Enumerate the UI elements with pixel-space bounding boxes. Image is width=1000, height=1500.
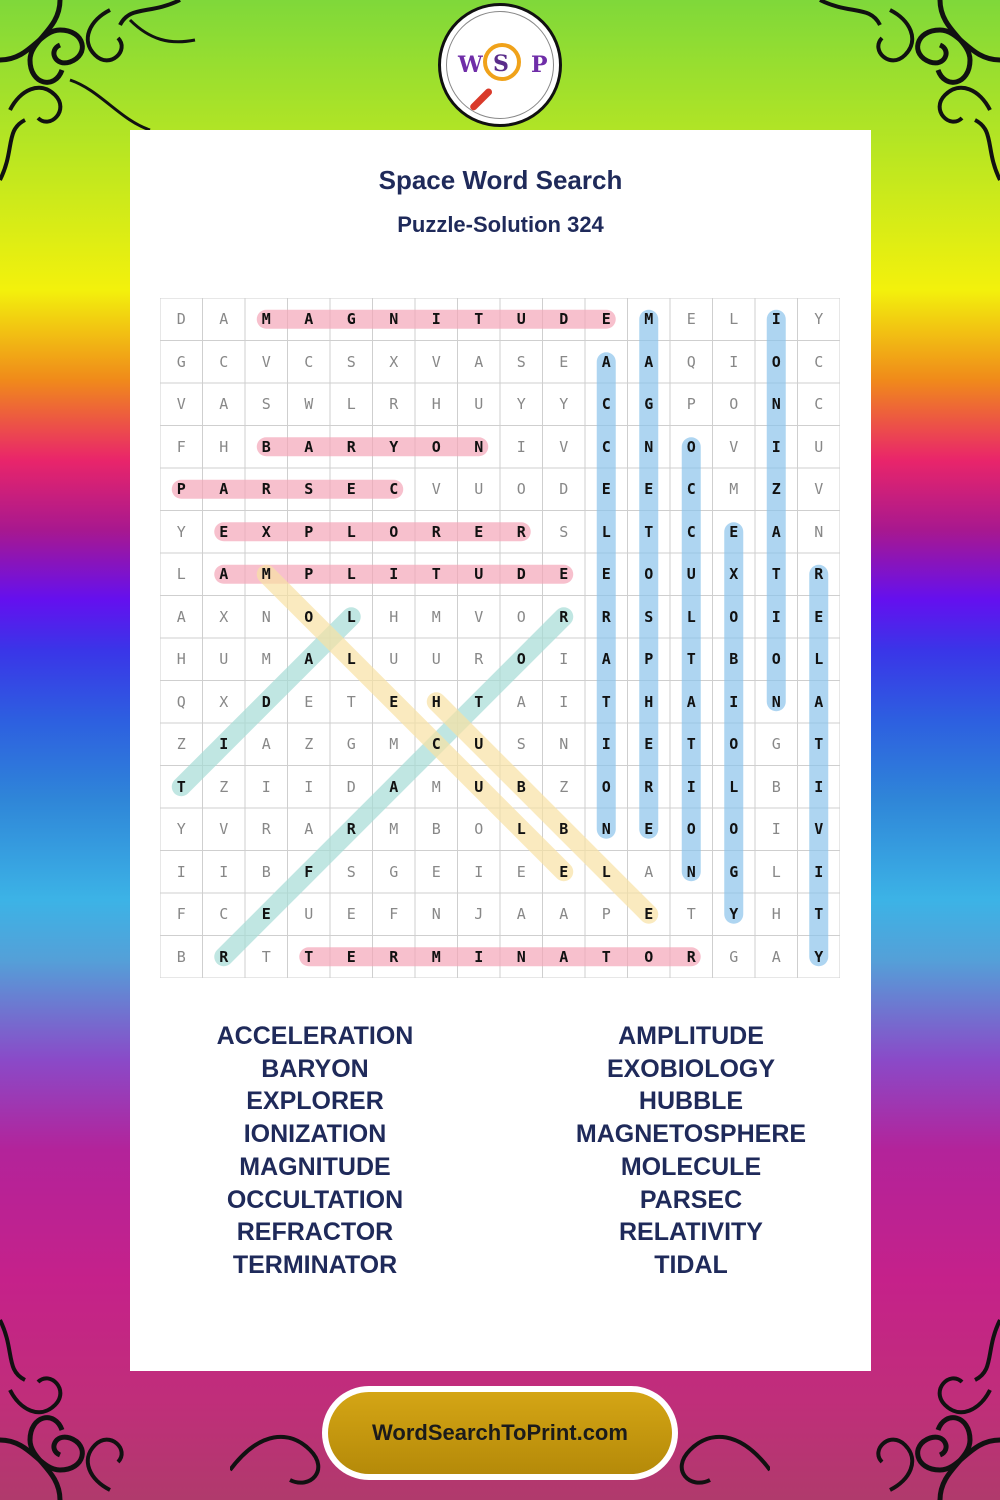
grid-cell[interactable]: G	[389, 862, 399, 881]
grid-cell[interactable]: R	[644, 777, 654, 796]
grid-cell[interactable]: R	[346, 820, 356, 839]
grid-cell[interactable]: C	[814, 352, 824, 371]
grid-cell[interactable]: Z	[559, 777, 569, 796]
grid-cell[interactable]: A	[516, 905, 526, 924]
grid-cell[interactable]: I	[559, 650, 569, 669]
grid-cell[interactable]: R	[474, 650, 484, 669]
grid-cell[interactable]: Q	[176, 692, 186, 711]
grid-cell[interactable]: A	[686, 692, 696, 711]
grid-cell[interactable]: I	[389, 565, 399, 584]
grid-cell[interactable]: I	[601, 735, 611, 754]
logo-letter-s: S	[493, 51, 509, 77]
grid-cell[interactable]: U	[474, 777, 484, 796]
grid-cell[interactable]: H	[771, 905, 781, 924]
word-list-item: HUBBLE	[638, 1087, 744, 1116]
grid-cell[interactable]: T	[304, 947, 314, 966]
grid-cell[interactable]: O	[601, 777, 611, 796]
grid-cell[interactable]: Y	[559, 395, 569, 414]
grid-cell[interactable]: T	[686, 650, 696, 669]
grid-cell[interactable]: N	[601, 820, 611, 839]
grid-cell[interactable]: O	[686, 820, 696, 839]
grid-cell[interactable]: R	[686, 947, 696, 966]
grid-cell[interactable]: I	[814, 862, 824, 881]
grid-cell[interactable]: U	[814, 437, 824, 456]
grid-cell[interactable]: D	[516, 565, 526, 584]
grid-cell[interactable]: A	[601, 650, 611, 669]
grid-cell[interactable]: X	[261, 522, 271, 541]
grid-cell[interactable]: A	[219, 395, 229, 414]
grid-cell[interactable]: L	[516, 820, 526, 839]
grid-cell[interactable]: G	[771, 735, 781, 754]
grid-cell[interactable]: Y	[176, 522, 186, 541]
grid-cell[interactable]: B	[261, 862, 271, 881]
grid-cell[interactable]: H	[644, 692, 654, 711]
grid-cell[interactable]: I	[771, 437, 781, 456]
grid-cell[interactable]: A	[304, 310, 314, 329]
grid-cell[interactable]: U	[304, 905, 314, 924]
word-list-item: ACCELERATION	[216, 1022, 414, 1050]
grid-cell[interactable]: E	[644, 820, 654, 839]
puzzle-panel	[130, 130, 871, 1371]
grid-cell[interactable]: L	[686, 607, 696, 626]
grid-cell[interactable]: Y	[176, 820, 186, 839]
grid-cell[interactable]: E	[559, 565, 569, 584]
grid-cell[interactable]: V	[559, 437, 569, 456]
grid-cell[interactable]: T	[474, 310, 484, 329]
grid-cell[interactable]: E	[261, 905, 271, 924]
grid-cell[interactable]: A	[474, 352, 484, 371]
grid-cell[interactable]: L	[346, 522, 356, 541]
grid-cell[interactable]: G	[176, 352, 186, 371]
grid-cell[interactable]: E	[219, 522, 229, 541]
grid-cell[interactable]: C	[686, 480, 696, 499]
grid-cell[interactable]: B	[261, 437, 271, 456]
grid-cell[interactable]: G	[729, 862, 739, 881]
word-list-item: EXOBIOLOGY	[606, 1054, 776, 1083]
grid-cell[interactable]: T	[771, 565, 781, 584]
grid-cell[interactable]: P	[601, 905, 611, 924]
grid-cell[interactable]: E	[431, 862, 441, 881]
grid-cell[interactable]: L	[601, 522, 611, 541]
grid-cell[interactable]: F	[304, 862, 314, 881]
grid-cell[interactable]: I	[219, 735, 229, 754]
grid-cell[interactable]: E	[346, 947, 356, 966]
grid-cell[interactable]: O	[686, 437, 696, 456]
grid-cell[interactable]: T	[814, 905, 824, 924]
grid-cell[interactable]: L	[346, 565, 356, 584]
grid-cell[interactable]: C	[601, 437, 611, 456]
grid-cell[interactable]: S	[304, 480, 314, 499]
word-list-item: MAGNITUDE	[239, 1152, 391, 1181]
word-list-left	[130, 1020, 500, 1282]
grid-cell[interactable]: C	[219, 352, 229, 371]
word-list-item: MOLECULE	[620, 1152, 762, 1181]
grid-cell[interactable]: D	[346, 777, 356, 796]
grid-cell[interactable]: X	[389, 352, 399, 371]
grid-cell[interactable]: F	[389, 905, 399, 924]
grid-cell[interactable]: A	[304, 437, 314, 456]
grid-cell[interactable]: S	[346, 352, 356, 371]
grid-cell[interactable]: F	[176, 437, 186, 456]
grid-cell[interactable]: V	[474, 607, 484, 626]
grid-cell[interactable]: R	[559, 607, 569, 626]
grid-cell[interactable]: O	[304, 607, 314, 626]
grid-cell[interactable]: Y	[389, 437, 399, 456]
word-list-item: TIDAL	[654, 1250, 728, 1279]
grid-cell[interactable]: A	[601, 352, 611, 371]
puzzle-title: Space Word Search	[378, 165, 623, 195]
word-list-item: EXPLORER	[246, 1087, 384, 1116]
grid-cell[interactable]: C	[304, 352, 314, 371]
grid-cell[interactable]: U	[686, 565, 696, 584]
grid-cell[interactable]: D	[176, 310, 186, 329]
grid-cell[interactable]: M	[261, 310, 271, 329]
grid-cell[interactable]: Q	[686, 352, 696, 371]
grid-cell[interactable]: E	[601, 480, 611, 499]
grid-cell[interactable]: N	[686, 862, 696, 881]
grid-cell[interactable]: D	[559, 310, 569, 329]
grid-cell[interactable]: G	[729, 947, 739, 966]
grid-cell[interactable]: I	[729, 692, 739, 711]
grid-cell[interactable]: O	[729, 820, 739, 839]
grid-cell[interactable]: O	[431, 437, 441, 456]
grid-cell[interactable]: P	[176, 480, 186, 499]
grid-cell[interactable]: A	[304, 650, 314, 669]
grid-cell[interactable]: I	[474, 862, 484, 881]
grid-cell[interactable]: Z	[771, 480, 781, 499]
grid-cell[interactable]: S	[346, 862, 356, 881]
grid-cell[interactable]: E	[559, 862, 569, 881]
grid-cell[interactable]: E	[304, 692, 314, 711]
grid-cell[interactable]: A	[304, 820, 314, 839]
grid-cell[interactable]: P	[686, 395, 696, 414]
grid-cell[interactable]: N	[644, 437, 654, 456]
word-list-item: OCCULTATION	[226, 1185, 404, 1214]
grid-cell[interactable]: O	[771, 650, 781, 669]
grid-cell[interactable]: R	[261, 480, 271, 499]
grid-cell[interactable]: H	[176, 650, 186, 669]
site-link[interactable]: WordSearchToPrint.com	[328, 1392, 672, 1474]
grid-cell[interactable]: I	[219, 862, 229, 881]
grid-cell[interactable]: B	[516, 777, 526, 796]
grid-cell[interactable]: U	[516, 310, 526, 329]
grid-cell[interactable]: J	[474, 905, 484, 924]
grid-cell[interactable]: V	[814, 820, 824, 839]
grid-cell[interactable]: T	[686, 905, 696, 924]
grid-cell[interactable]: E	[601, 565, 611, 584]
grid-cell[interactable]: P	[304, 565, 314, 584]
grid-cell[interactable]: V	[219, 820, 229, 839]
grid-cell[interactable]: U	[474, 735, 484, 754]
grid-cell[interactable]: L	[729, 310, 739, 329]
grid-cell[interactable]: T	[261, 947, 271, 966]
grid-cell[interactable]: V	[431, 480, 441, 499]
grid-cell[interactable]: E	[644, 480, 654, 499]
grid-cell[interactable]: T	[644, 522, 654, 541]
grid-cell[interactable]: P	[644, 650, 654, 669]
grid-cell[interactable]: A	[644, 352, 654, 371]
grid-cell[interactable]: A	[771, 947, 781, 966]
grid-cell[interactable]: L	[771, 862, 781, 881]
grid-cell[interactable]: N	[516, 947, 526, 966]
grid-cell[interactable]: I	[729, 352, 739, 371]
grid-cell[interactable]: E	[644, 735, 654, 754]
grid-cell[interactable]: U	[431, 650, 441, 669]
word-list-item: AMPLITUDE	[618, 1022, 764, 1050]
grid-cell[interactable]: Y	[814, 947, 824, 966]
grid-cell[interactable]: E	[516, 862, 526, 881]
grid-cell[interactable]: W	[304, 395, 314, 414]
grid-cell[interactable]: E	[559, 352, 569, 371]
grid-cell[interactable]: Y	[814, 310, 824, 329]
grid-cell[interactable]: A	[814, 692, 824, 711]
grid-cell[interactable]: X	[729, 565, 739, 584]
grid-cell[interactable]: N	[261, 607, 271, 626]
grid-cell[interactable]: M	[431, 947, 441, 966]
grid-cell[interactable]: I	[304, 777, 314, 796]
grid-cell[interactable]: O	[644, 947, 654, 966]
grid-cell[interactable]: R	[814, 565, 824, 584]
grid-cell[interactable]: T	[601, 947, 611, 966]
grid-cell[interactable]: C	[601, 395, 611, 414]
word-list-item: MAGNETOSPHERE	[575, 1120, 807, 1149]
grid-cell[interactable]: U	[219, 650, 229, 669]
grid-cell[interactable]: A	[771, 522, 781, 541]
grid-cell[interactable]: M	[389, 735, 399, 754]
grid-cell[interactable]: E	[686, 310, 696, 329]
word-search-grid	[160, 298, 840, 978]
word-list-item: IONIZATION	[243, 1120, 387, 1149]
grid-cell[interactable]: A	[261, 735, 271, 754]
grid-cell[interactable]: O	[729, 735, 739, 754]
grid-cell[interactable]: E	[729, 522, 739, 541]
grid-cell[interactable]: V	[431, 352, 441, 371]
logo-letter-w: W	[458, 52, 483, 78]
word-list-item: RELATIVITY	[619, 1218, 763, 1247]
grid-cell[interactable]: N	[389, 310, 399, 329]
grid-cell[interactable]: L	[814, 650, 824, 669]
grid-cell[interactable]: M	[261, 650, 271, 669]
grid-cell[interactable]: S	[261, 395, 271, 414]
grid-cell[interactable]: R	[389, 395, 399, 414]
grid-cell[interactable]: L	[176, 565, 186, 584]
grid-cell[interactable]: B	[559, 820, 569, 839]
grid-cell[interactable]: E	[346, 905, 356, 924]
grid-cell[interactable]: A	[389, 777, 399, 796]
grid-cell[interactable]: O	[729, 395, 739, 414]
grid-cell[interactable]: N	[431, 905, 441, 924]
grid-cell[interactable]: I	[771, 607, 781, 626]
grid-cell[interactable]: D	[261, 692, 271, 711]
grid-cell[interactable]: G	[644, 395, 654, 414]
grid-cell[interactable]: T	[601, 692, 611, 711]
word-list-item: PARSEC	[639, 1185, 743, 1214]
grid-cell[interactable]: V	[176, 395, 186, 414]
grid-cell[interactable]: Y	[729, 905, 739, 924]
grid-cell[interactable]: R	[601, 607, 611, 626]
grid-cell[interactable]: L	[729, 777, 739, 796]
grid-cell[interactable]: I	[474, 947, 484, 966]
grid-cell[interactable]: R	[346, 437, 356, 456]
grid-cell[interactable]: R	[516, 522, 526, 541]
grid-cell[interactable]: M	[431, 777, 441, 796]
grid-cell[interactable]: M	[644, 310, 654, 329]
grid-cell[interactable]: R	[261, 820, 271, 839]
grid-cell[interactable]: V	[261, 352, 271, 371]
grid-cell[interactable]: S	[516, 352, 526, 371]
grid-cell[interactable]: N	[771, 395, 781, 414]
grid-cell[interactable]: N	[559, 735, 569, 754]
grid-cell[interactable]: A	[644, 862, 654, 881]
grid-cell[interactable]: V	[729, 437, 739, 456]
grid-cell[interactable]: D	[559, 480, 569, 499]
grid-cell[interactable]: O	[516, 650, 526, 669]
grid-cell[interactable]: L	[346, 395, 356, 414]
grid-cell[interactable]: A	[219, 565, 229, 584]
grid-cell[interactable]: B	[176, 947, 186, 966]
grid-cell[interactable]: O	[389, 522, 399, 541]
grid-cell[interactable]: N	[474, 437, 484, 456]
grid-cell[interactable]: B	[729, 650, 739, 669]
grid-cell[interactable]: M	[261, 565, 271, 584]
grid-cell[interactable]: E	[601, 310, 611, 329]
grid-cell[interactable]: I	[261, 777, 271, 796]
grid-cell[interactable]: X	[219, 692, 229, 711]
grid-cell[interactable]: C	[389, 480, 399, 499]
grid-cell[interactable]: E	[814, 607, 824, 626]
grid-cell[interactable]: T	[474, 692, 484, 711]
grid-cell[interactable]: M	[729, 480, 739, 499]
grid-cell[interactable]: H	[431, 692, 441, 711]
grid-cell[interactable]: A	[559, 947, 569, 966]
word-list-right	[506, 1020, 876, 1282]
grid-cell[interactable]: A	[516, 692, 526, 711]
grid-cell[interactable]: O	[771, 352, 781, 371]
grid-cell[interactable]: I	[431, 310, 441, 329]
grid-cell[interactable]: U	[474, 395, 484, 414]
grid-cell[interactable]: S	[559, 522, 569, 541]
grid-cell[interactable]: A	[176, 607, 186, 626]
grid-cell[interactable]: O	[474, 820, 484, 839]
grid-cell[interactable]: O	[516, 480, 526, 499]
grid-cell[interactable]: I	[559, 692, 569, 711]
grid-cell[interactable]: I	[176, 862, 186, 881]
grid-cell[interactable]: O	[644, 565, 654, 584]
grid-cell[interactable]: S	[516, 735, 526, 754]
grid-cell[interactable]: O	[729, 607, 739, 626]
word-list-item: REFRACTOR	[236, 1218, 394, 1247]
grid-cell[interactable]: C	[219, 905, 229, 924]
grid-cell[interactable]: I	[686, 777, 696, 796]
grid-cell[interactable]: L	[346, 607, 356, 626]
grid-cell[interactable]: I	[771, 310, 781, 329]
grid-cell[interactable]: N	[814, 522, 824, 541]
grid-cell[interactable]: E	[474, 522, 484, 541]
grid-cell[interactable]: G	[346, 735, 356, 754]
grid-cell[interactable]: L	[346, 650, 356, 669]
grid-cell[interactable]: M	[389, 820, 399, 839]
grid-cell[interactable]: U	[474, 565, 484, 584]
grid-cell[interactable]: Z	[176, 735, 186, 754]
grid-cell[interactable]: A	[559, 905, 569, 924]
grid-cell[interactable]: V	[814, 480, 824, 499]
grid-cell[interactable]: I	[771, 820, 781, 839]
grid-cell[interactable]: H	[431, 395, 441, 414]
grid-cell[interactable]: C	[814, 395, 824, 414]
logo-letter-p: P	[531, 52, 548, 78]
grid-cell[interactable]: T	[686, 735, 696, 754]
grid-cell[interactable]: G	[346, 310, 356, 329]
grid-cell[interactable]: N	[771, 692, 781, 711]
grid-cell[interactable]: T	[176, 777, 186, 796]
grid-cell[interactable]: U	[474, 480, 484, 499]
grid-cell[interactable]: T	[814, 735, 824, 754]
grid-cell[interactable]: Y	[516, 395, 526, 414]
grid-cell[interactable]: A	[219, 310, 229, 329]
grid-cell[interactable]: R	[219, 947, 229, 966]
grid-cell[interactable]: B	[431, 820, 441, 839]
grid-cell[interactable]: R	[389, 947, 399, 966]
grid-cell[interactable]: S	[644, 607, 654, 626]
grid-cell[interactable]: R	[431, 522, 441, 541]
grid-cell[interactable]: I	[516, 437, 526, 456]
site-logo[interactable]	[438, 3, 562, 127]
grid-cell[interactable]: U	[389, 650, 399, 669]
grid-cell[interactable]: E	[346, 480, 356, 499]
word-list-item: TERMINATOR	[232, 1250, 398, 1279]
grid-cell[interactable]: L	[601, 862, 611, 881]
grid-cell[interactable]: F	[176, 905, 186, 924]
site-banner[interactable]	[322, 1386, 678, 1480]
grid-cell[interactable]: X	[219, 607, 229, 626]
grid-cell[interactable]: T	[431, 565, 441, 584]
grid-cell[interactable]: I	[814, 777, 824, 796]
grid-cell[interactable]: Z	[304, 735, 314, 754]
grid-cell[interactable]: E	[389, 692, 399, 711]
word-list-item: BARYON	[261, 1054, 369, 1083]
grid-cell[interactable]: A	[219, 480, 229, 499]
puzzle-subtitle: Puzzle-Solution 324	[397, 212, 604, 237]
grid-cell[interactable]: C	[431, 735, 441, 754]
grid-cell[interactable]: O	[516, 607, 526, 626]
grid-cell[interactable]: M	[431, 607, 441, 626]
grid-cell[interactable]: B	[771, 777, 781, 796]
grid-cell[interactable]: T	[346, 692, 356, 711]
grid-cell[interactable]: P	[304, 522, 314, 541]
grid-cell[interactable]: H	[219, 437, 229, 456]
grid-cell[interactable]: H	[389, 607, 399, 626]
grid-cell[interactable]: C	[686, 522, 696, 541]
grid-cell[interactable]: Z	[219, 777, 229, 796]
grid-cell[interactable]: E	[644, 905, 654, 924]
